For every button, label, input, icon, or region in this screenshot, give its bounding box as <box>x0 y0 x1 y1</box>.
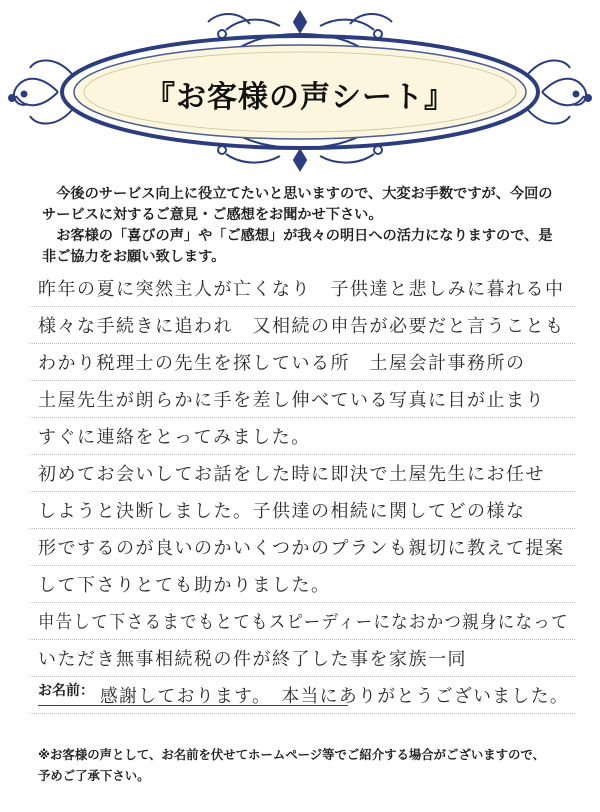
handwritten-text: 申告して下さるまでもとてもスピーディーになおかつ親身になって <box>38 612 569 633</box>
handwritten-text: 様々な手続きに追われ 又相続の申告が必要だと言うことも <box>38 316 565 337</box>
handwritten-line <box>30 344 575 381</box>
intro-paragraph-2: お客様の「喜びの声」や「ご感想」が我々の明日への活力になりますので、是非ご協力をお願い致します。 <box>42 228 553 265</box>
page-title: 『お客様の声シート』 <box>145 80 455 115</box>
handwritten-text: して下さりとても助かりました。 <box>38 575 331 596</box>
disclaimer-line-2: 予めご了承下さい。 <box>38 768 150 783</box>
disclaimer-line-1: ※お客様の声として、お名前を伏せてホームページ等でご紹介する場合がございますので、 <box>38 747 545 762</box>
handwritten-text: 形でするのが良いのかいくつかのプランも親切に教えて提案 <box>38 538 565 559</box>
handwritten-text: わかり税理士の先生を探している所 土屋会計事務所の <box>38 353 526 374</box>
handwritten-line <box>30 640 575 677</box>
handwritten-text: 昨年の夏に突然主人が亡くなり 子供達と悲しみに暮れる中 <box>38 279 565 300</box>
name-field-line[interactable] <box>38 705 348 706</box>
handwritten-line <box>30 566 575 603</box>
handwritten-line <box>30 603 575 640</box>
handwritten-line <box>30 270 575 307</box>
handwritten-text: いただき無事相続税の件が終了した事を家族一同 <box>38 649 467 670</box>
handwritten-line <box>30 677 575 714</box>
intro-text <box>42 184 562 268</box>
handwritten-text: すぐに連絡をとってみました。 <box>38 427 311 448</box>
handwritten-line <box>30 307 575 344</box>
handwritten-line <box>30 381 575 418</box>
handwritten-line <box>30 455 575 492</box>
name-label: お名前： <box>38 683 94 699</box>
intro-paragraph-1: 今後のサービス向上に役立てたいと思いますので、大変お手数ですが、今回のサービスに対するご意見・ご感想をお聞かせ下さい。 <box>42 186 553 223</box>
disclaimer-note <box>38 744 578 786</box>
handwritten-line <box>30 529 575 566</box>
handwritten-text: 感謝しております。 本当にありがとうございました。 <box>100 686 570 707</box>
handwritten-text: しようと決断しました。子供達の相続に関してどの様な <box>38 501 526 522</box>
handwritten-comment-area <box>30 270 575 714</box>
handwritten-text: 土屋先生が朗らかに手を差し伸べている写真に目が止まり <box>38 390 545 411</box>
handwritten-text: 初めてお会いしてお話をした時に即決で土屋先生にお任せ <box>38 464 545 485</box>
handwritten-line <box>30 492 575 529</box>
handwritten-line <box>30 418 575 455</box>
